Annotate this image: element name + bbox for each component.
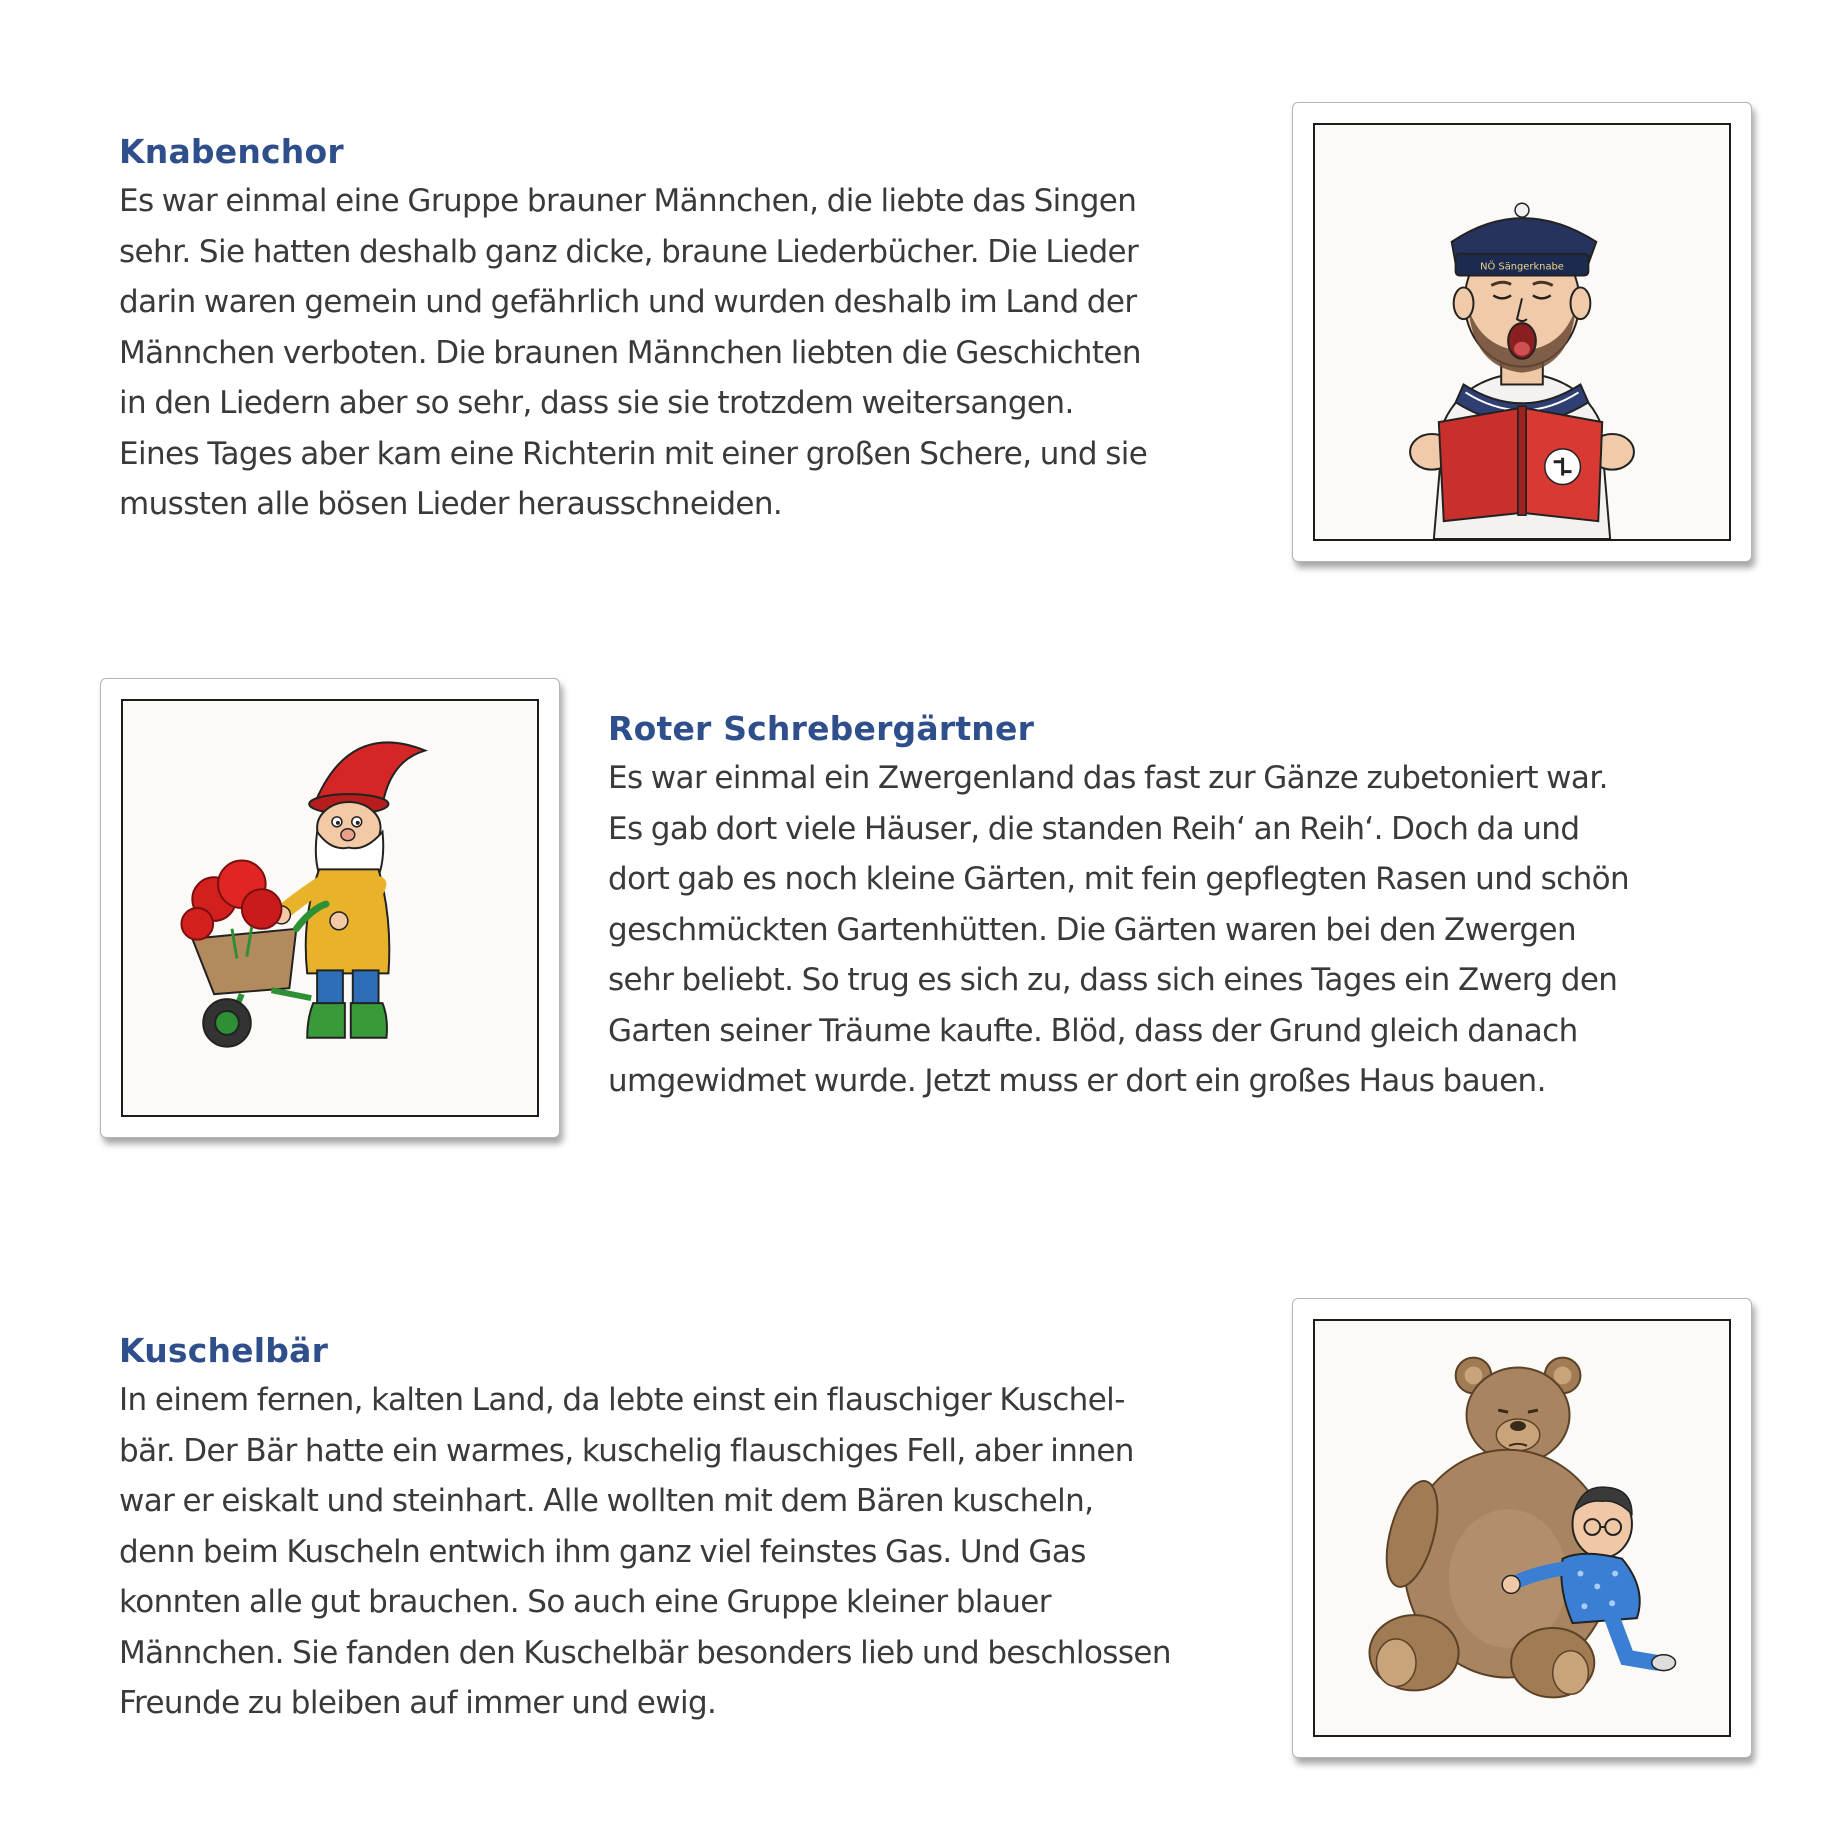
story-line: bär. Der Bär hatte ein warmes, kuschelig flauschiges Fell, aber innen <box>119 1432 1134 1469</box>
story-kuschelbaer <box>119 1327 1269 1729</box>
cap-band-text: NÖ Sängerknabe <box>1480 261 1564 273</box>
story-line: war er eiskalt und steinhart. Alle wollten mit dem Bären kuscheln, <box>119 1483 1094 1519</box>
illustration-card-gnome <box>100 678 560 1138</box>
story-title: Knabenchor <box>119 132 344 171</box>
singing-sailor-illustration <box>1315 125 1729 539</box>
story-line: In einem fernen, kalten Land, da lebte einst ein flauschiger Kuschel- <box>119 1382 1125 1418</box>
story-line: geschmückten Gartenhütten. Die Gärten waren bei den Zwergen <box>608 911 1577 948</box>
story-line: sehr. Sie hatten deshalb ganz dicke, braune Liederbücher. Die Lieder <box>119 233 1139 270</box>
illustration-frame <box>1313 123 1731 541</box>
story-line: konnten alle gut brauchen. So auch eine Gruppe kleiner blauer <box>119 1584 1051 1620</box>
teddy-bear-hug-illustration <box>1315 1321 1729 1735</box>
story-line: Es war einmal eine Gruppe brauner Männchen, die liebte das Singen <box>119 183 1137 219</box>
story-line: darin waren gemein und gefährlich und wurden deshalb im Land der <box>119 284 1137 320</box>
story-title: Kuschelbär <box>119 1331 329 1370</box>
story-body <box>119 176 1269 530</box>
story-line: in den Liedern aber so sehr, dass sie sie trotzdem weitersangen. <box>119 385 1074 421</box>
illustration-card-singer <box>1292 102 1752 562</box>
illustration-card-bear <box>1292 1298 1752 1758</box>
illustration-frame <box>121 699 539 1117</box>
story-line: umgewidmet wurde. Jetzt muss er dort ein großes Haus bauen. <box>608 1063 1546 1099</box>
story-body <box>608 753 1808 1107</box>
story-line: Eines Tages aber kam eine Richterin mit einer großen Schere, und sie <box>119 435 1148 472</box>
story-line: dort gab es noch kleine Gärten, mit fein gepflegten Rasen und schön <box>608 861 1630 897</box>
illustration-frame <box>1313 1319 1731 1737</box>
story-line: Es war einmal ein Zwergenland das fast zur Gänze zubetoniert war. <box>608 760 1608 796</box>
story-line: Garten seiner Träume kaufte. Blöd, dass der Grund gleich danach <box>608 1012 1578 1049</box>
story-line: Männchen. Sie fanden den Kuschelbär besonders lieb und beschlossen <box>119 1634 1171 1671</box>
gnome-wheelbarrow-illustration <box>123 701 537 1115</box>
story-line: mussten alle bösen Lieder herausschneiden. <box>119 486 783 522</box>
story-title: Roter Schrebergärtner <box>608 709 1035 748</box>
story-line: sehr beliebt. So trug es sich zu, dass sich eines Tages ein Zwerg den <box>608 962 1618 998</box>
story-line: denn beim Kuscheln entwich ihm ganz viel feinstes Gas. Und Gas <box>119 1533 1086 1570</box>
story-line: Freunde zu bleiben auf immer und ewig. <box>119 1685 717 1721</box>
story-line: Männchen verboten. Die braunen Männchen liebten die Geschichten <box>119 334 1141 371</box>
story-knabenchor <box>119 128 1269 530</box>
story-body <box>119 1375 1269 1729</box>
story-schrebergaertner <box>608 705 1808 1107</box>
story-line: Es gab dort viele Häuser, die standen Reih‘ an Reih‘. Doch da und <box>608 810 1580 847</box>
